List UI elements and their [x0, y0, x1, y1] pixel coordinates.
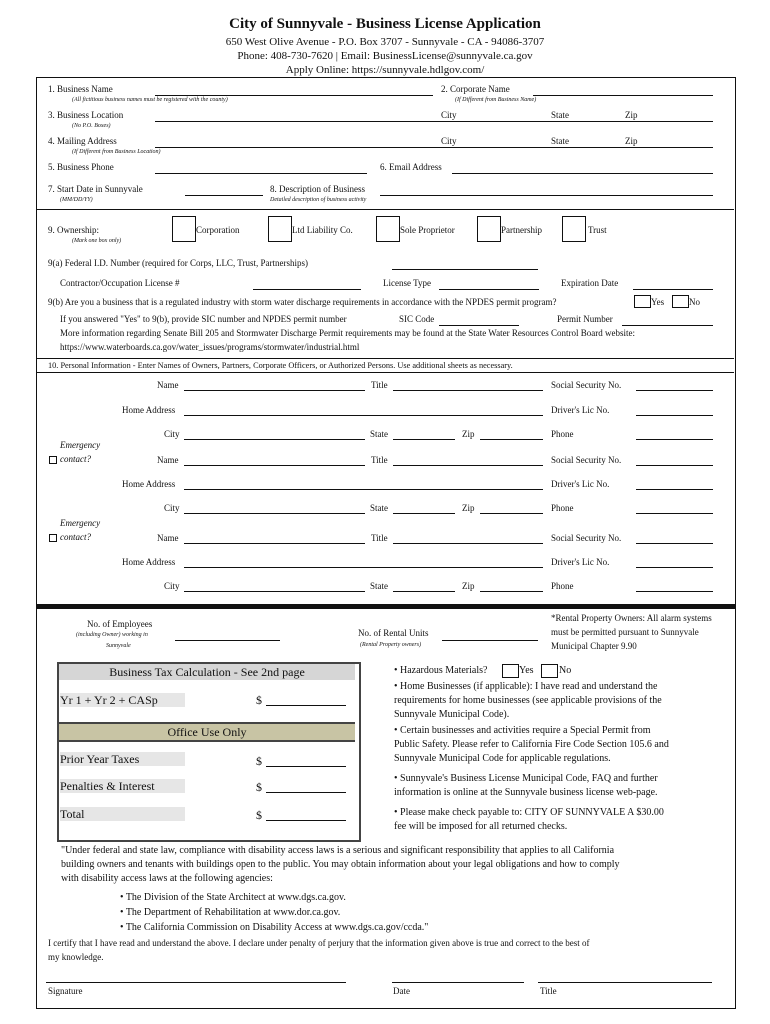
mailing-address-field[interactable]: [155, 147, 713, 148]
business-phone-field[interactable]: [155, 173, 367, 174]
ownership-trust-checkbox[interactable]: [562, 216, 586, 242]
person2-home-address-field[interactable]: [184, 489, 543, 490]
total-label: Total: [60, 807, 185, 821]
license-type-field[interactable]: [439, 289, 539, 290]
corporate-name-label: 2. Corporate Name: [441, 84, 510, 94]
person1-zip-label: Zip: [462, 429, 475, 439]
divider: [36, 358, 734, 359]
person2-zip-field[interactable]: [480, 513, 543, 514]
penalties-dollar: $: [256, 780, 262, 794]
business-location-label: 3. Business Location: [48, 110, 124, 120]
business-location-note: (No P.O. Boxes): [72, 123, 111, 129]
person2-contact-label: contact?: [60, 454, 91, 464]
person3-home-address-label: Home Address: [122, 557, 176, 567]
ownership-trust-label: Trust: [588, 225, 607, 235]
person2-zip-label: Zip: [462, 503, 475, 513]
header-address: 650 West Olive Avenue - P.O. Box 3707 - Sunnyvale - CA - 94086-3707: [225, 36, 545, 48]
header-apply-online: Apply Online: https://sunnyvale.hdlgov.com/: [285, 64, 485, 76]
contractor-license-label: Contractor/Occupation License #: [60, 278, 180, 288]
penalties-field[interactable]: [266, 792, 346, 793]
mailing-address-label: 4. Mailing Address: [48, 136, 117, 146]
description-field[interactable]: [380, 195, 713, 196]
penalties-label: Penalties & Interest: [60, 779, 185, 793]
person3-state-label: State: [370, 581, 388, 591]
employees-note-1: (including Owner) working in: [76, 632, 148, 638]
person3-city-field[interactable]: [184, 591, 365, 592]
person3-drivers-lic-field[interactable]: [636, 567, 713, 568]
hazardous-no-label: No: [559, 665, 572, 676]
person3-city-label: City: [164, 581, 180, 591]
person3-zip-label: Zip: [462, 581, 475, 591]
tax-formula-field[interactable]: [266, 705, 346, 706]
business-location-field[interactable]: [155, 121, 713, 122]
person2-phone-field[interactable]: [636, 513, 713, 514]
start-date-note: (MM/DD/YY): [60, 197, 93, 203]
person2-emergency-label: Emergency: [60, 440, 101, 450]
ownership-sole-proprietor-checkbox[interactable]: [376, 216, 400, 242]
certify-line-1: I certify that I have read and understand the above. I declare under penalty of perjury that the information given above is true and correct to the best of: [48, 938, 590, 948]
person3-state-field[interactable]: [393, 591, 455, 592]
person3-title-label: Title: [371, 533, 388, 543]
title-label: Title: [540, 986, 557, 996]
description-note: Detailed description of business activity: [270, 197, 367, 203]
person2-name-field[interactable]: [184, 465, 365, 466]
mailing-address-note: (If Different from Business Location): [72, 149, 161, 155]
signature-field[interactable]: [46, 982, 346, 983]
hazardous-no-checkbox[interactable]: [541, 664, 558, 678]
hazardous-yes-checkbox[interactable]: [502, 664, 519, 678]
storm-water-yes-label: Yes: [651, 297, 665, 307]
person2-drivers-lic-field[interactable]: [636, 489, 713, 490]
person3-phone-label: Phone: [551, 581, 574, 591]
home-business-line-2: requirements for home businesses (see applicable provisions of the: [394, 695, 662, 706]
person3-contact-label: contact?: [60, 532, 91, 542]
ownership-llc-label: Ltd Liability Co.: [292, 225, 353, 235]
ownership-partnership-label: Partnership: [501, 225, 542, 235]
business-phone-label: 5. Business Phone: [48, 162, 114, 172]
person3-drivers-lic-label: Driver's Lic No.: [551, 557, 610, 567]
person3-emergency-label: Emergency: [60, 518, 101, 528]
person1-title-label: Title: [371, 380, 388, 390]
email-label: 6. Email Address: [380, 162, 442, 172]
rental-notice-1: *Rental Property Owners: All alarm systems: [551, 613, 712, 623]
tax-formula-label: Yr 1 + Yr 2 + CASp: [60, 693, 185, 707]
person2-state-label: State: [370, 503, 388, 513]
mailing-city-label: City: [441, 136, 457, 146]
divider: [36, 372, 734, 373]
agency-dsa: • The Division of the State Architect at www.dgs.ca.gov.: [120, 892, 346, 903]
rental-notice-2: must be permitted pursuant to Sunnyvale: [551, 627, 699, 637]
person3-emergency-checkbox[interactable]: [49, 534, 57, 542]
signature-label: Signature: [48, 986, 83, 996]
home-business-line-1: • Home Businesses (if applicable): I have read and understand the: [394, 681, 658, 692]
storm-water-no-label: No: [689, 297, 700, 307]
person1-state-field[interactable]: [393, 439, 455, 440]
business-name-note: (All fictitious business names must be registered with the county): [72, 97, 228, 103]
municipal-code-line-2: information is online at the Sunnyvale business license web-page.: [394, 787, 658, 798]
ownership-note: (Mark one box only): [72, 238, 122, 244]
prior-year-dollar: $: [256, 754, 262, 768]
location-state-label: State: [551, 110, 569, 120]
description-label: 8. Description of Business: [270, 184, 365, 194]
ownership-corporation-checkbox[interactable]: [172, 216, 196, 242]
person2-city-field[interactable]: [184, 513, 365, 514]
person1-phone-label: Phone: [551, 429, 574, 439]
date-label: Date: [393, 986, 410, 996]
mailing-zip-label: Zip: [625, 136, 638, 146]
person1-home-address-field[interactable]: [184, 415, 543, 416]
location-zip-label: Zip: [625, 110, 638, 120]
title-field[interactable]: [538, 982, 712, 983]
if-yes-label: If you answered "Yes" to 9(b), provide SIC number and NPDES permit number: [60, 314, 347, 324]
person1-city-label: City: [164, 429, 180, 439]
storm-water-yes-checkbox[interactable]: [634, 295, 651, 308]
prior-year-label: Prior Year Taxes: [60, 752, 185, 766]
rental-units-field[interactable]: [442, 640, 538, 641]
start-date-field[interactable]: [185, 195, 263, 196]
hazardous-label: • Hazardous Materials?: [394, 665, 488, 676]
special-permit-line-3: Sunnyvale Municipal Code for applicable regulations.: [394, 753, 611, 764]
person2-state-field[interactable]: [393, 513, 455, 514]
ownership-llc-checkbox[interactable]: [268, 216, 292, 242]
section10-heading: 10. Personal Information - Enter Names of Owners, Partners, Corporate Officers, or Authorized Persons. Use additional sheets as necessary.: [48, 361, 513, 370]
person1-title-field[interactable]: [393, 390, 543, 391]
corporate-name-field[interactable]: [533, 95, 713, 96]
municipal-code-line-1: • Sunnyvale's Business License Municipal Code, FAQ and further: [394, 773, 658, 784]
contractor-license-field[interactable]: [253, 289, 361, 290]
employees-note-2: Sunnyvale: [106, 643, 131, 649]
start-date-label: 7. Start Date in Sunnyvale: [48, 184, 143, 194]
location-city-label: City: [441, 110, 457, 120]
disability-line-3: with disability access laws at the following agencies:: [61, 873, 273, 884]
person3-phone-field[interactable]: [636, 591, 713, 592]
person3-zip-field[interactable]: [480, 591, 543, 592]
header-contact: Phone: 408-730-7620 | Email: BusinessLicense@sunnyvale.ca.gov: [237, 50, 533, 62]
person2-emergency-checkbox[interactable]: [49, 456, 57, 464]
employees-field[interactable]: [175, 640, 280, 641]
home-business-line-3: Sunnyvale Municipal Code).: [394, 709, 510, 720]
person1-zip-field[interactable]: [480, 439, 543, 440]
sic-code-label: SIC Code: [399, 314, 435, 324]
person3-ssn-label: Social Security No.: [551, 533, 622, 543]
special-permit-line-1: • Certain businesses and activities require a Special Permit from: [394, 725, 651, 736]
person1-ssn-field[interactable]: [636, 390, 713, 391]
office-use-title: Office Use Only: [59, 722, 355, 742]
agency-dor: • The Department of Rehabilitation at www.dor.ca.gov.: [120, 907, 341, 918]
permit-number-field[interactable]: [622, 325, 713, 326]
divider: [36, 209, 734, 210]
page-title: City of Sunnyvale - Business License Application: [229, 16, 541, 32]
disability-line-1: "Under federal and state law, compliance with disability access laws is a serious and significant responsibility that applies to all California: [61, 845, 615, 856]
person3-title-field[interactable]: [393, 543, 543, 544]
person3-ssn-field[interactable]: [636, 543, 713, 544]
tax-formula-dollar: $: [256, 693, 262, 707]
employees-label: No. of Employees: [87, 619, 153, 629]
storm-water-website-link[interactable]: https://www.waterboards.ca.gov/water_issues/programs/stormwater/industrial.html: [60, 342, 360, 352]
person1-home-address-label: Home Address: [122, 405, 176, 415]
person1-ssn-label: Social Security No.: [551, 380, 622, 390]
rental-units-note: (Rental Property owners): [360, 642, 422, 648]
ownership-corporation-label: Corporation: [196, 225, 240, 235]
permit-number-label: Permit Number: [557, 314, 613, 324]
person2-ssn-label: Social Security No.: [551, 455, 622, 465]
person3-name-field[interactable]: [184, 543, 365, 544]
mailing-state-label: State: [551, 136, 569, 146]
person1-name-label: Name: [157, 380, 179, 390]
person2-city-label: City: [164, 503, 180, 513]
person2-title-field[interactable]: [393, 465, 543, 466]
person2-title-label: Title: [371, 455, 388, 465]
person1-state-label: State: [370, 429, 388, 439]
more-info-text: More information regarding Senate Bill 205 and Stormwater Discharge Permit requirements may be found at the State Water Resources Control Board website:: [60, 328, 636, 338]
person2-drivers-lic-label: Driver's Lic No.: [551, 479, 610, 489]
person1-drivers-lic-label: Driver's Lic No.: [551, 405, 610, 415]
agency-ccda: • The California Commission on Disability Access at www.dgs.ca.gov/ccda.": [120, 922, 429, 933]
person1-phone-field[interactable]: [636, 439, 713, 440]
storm-water-no-checkbox[interactable]: [672, 295, 689, 308]
check-payable-line-1: • Please make check payable to: CITY OF SUNNYVALE A $30.00: [394, 807, 664, 818]
rental-units-label: No. of Rental Units: [358, 628, 429, 638]
ownership-sole-proprietor-label: Sole Proprietor: [400, 225, 455, 235]
license-type-label: License Type: [383, 278, 431, 288]
thick-divider: [36, 604, 735, 609]
ownership-label: 9. Ownership:: [48, 225, 99, 235]
person1-drivers-lic-field[interactable]: [636, 415, 713, 416]
person3-home-address-field[interactable]: [184, 567, 543, 568]
date-field[interactable]: [392, 982, 524, 983]
total-dollar: $: [256, 808, 262, 822]
ownership-partnership-checkbox[interactable]: [477, 216, 501, 242]
federal-id-field[interactable]: [392, 269, 538, 270]
check-payable-line-2: fee will be imposed for all returned checks.: [394, 821, 568, 832]
person1-city-field[interactable]: [184, 439, 365, 440]
person2-home-address-label: Home Address: [122, 479, 176, 489]
corporate-name-note: (If Different from Business Name): [455, 97, 537, 103]
business-name-field[interactable]: [155, 95, 433, 96]
prior-year-field[interactable]: [266, 766, 346, 767]
expiration-date-field[interactable]: [633, 289, 713, 290]
person1-name-field[interactable]: [184, 390, 365, 391]
person3-name-label: Name: [157, 533, 179, 543]
person2-phone-label: Phone: [551, 503, 574, 513]
rental-notice-3: Municipal Chapter 9.90: [551, 641, 637, 651]
person2-ssn-field[interactable]: [636, 465, 713, 466]
sic-code-field[interactable]: [439, 325, 519, 326]
disability-line-2: building owners and tenants with buildings open to the public. You may obtain information about your legal obligations and how to comply: [61, 859, 620, 870]
tax-calc-title: Business Tax Calculation - See 2nd page: [59, 664, 355, 680]
business-name-label: 1. Business Name: [48, 84, 113, 94]
storm-water-question: 9(b) Are you a business that is a regulated industry with storm water discharge requirements in accordance with the NPDES permit program?: [48, 297, 557, 307]
total-field[interactable]: [266, 820, 346, 821]
certify-line-2: my knowledge.: [48, 952, 104, 962]
email-field[interactable]: [452, 173, 713, 174]
federal-id-label: 9(a) Federal I.D. Number (required for Corps, LLC, Trust, Partnerships): [48, 258, 308, 268]
special-permit-line-2: Public Safety. Please refer to California Fire Code Section 105.6 and: [394, 739, 669, 750]
expiration-date-label: Expiration Date: [561, 278, 619, 288]
hazardous-yes-label: Yes: [519, 665, 534, 676]
person2-name-label: Name: [157, 455, 179, 465]
